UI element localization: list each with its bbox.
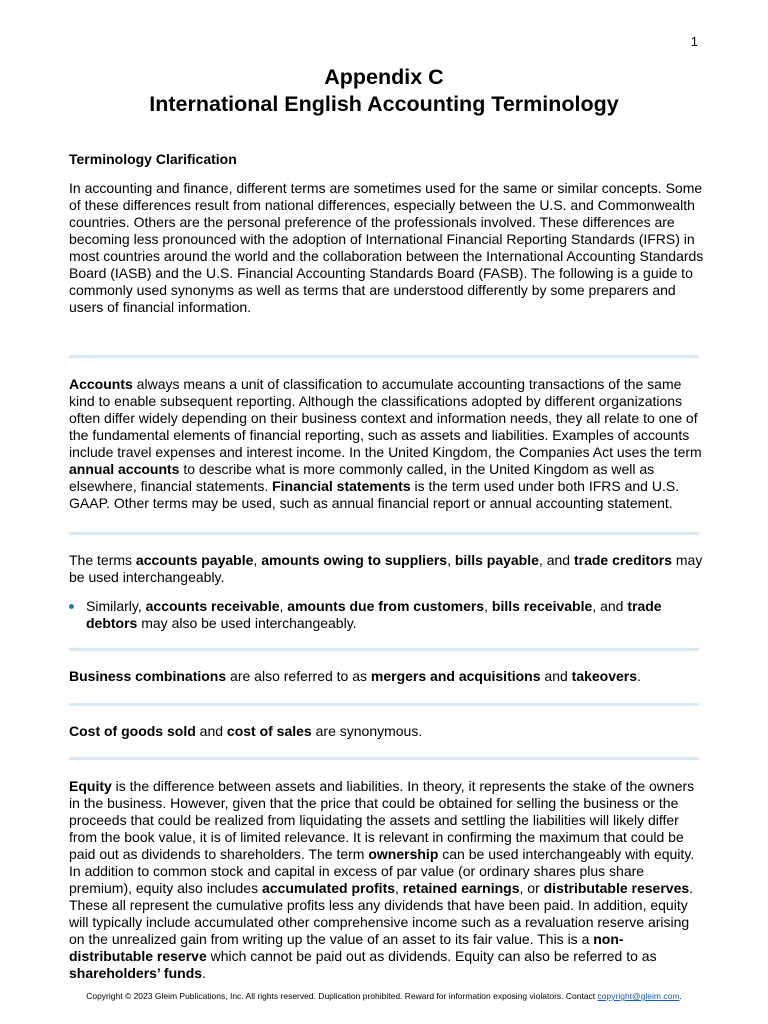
copyright-email-link[interactable]: copyright@gleim.com (597, 991, 680, 1001)
section-divider (69, 355, 699, 358)
accounts-paragraph: Accounts always means a unit of classification to accumulate accounting transactions of the same kind to enable subsequent reporting. Although the classifications adopted by different organizations often differ widely depending on their business context and information needs, they all relate to one of the fundamental elements of financial reporting, such as assets and liabilities. Examples of accounts include travel expenses and interest income. In the United Kingdom, the Companies Act uses the term annual accounts to describe what is more commonly called, in the United Kingdom as well as elsewhere, financial statements. Financial statements is the term used under both IFRS and U.S. GAAP. Other terms may be used, such as annual financial report or annual accounting statement. (69, 376, 702, 511)
section-divider (69, 757, 699, 760)
page-title (0, 64, 768, 118)
title-line-topic: International English Accounting Terminology (149, 92, 619, 116)
section-divider (69, 532, 699, 535)
section-divider (69, 648, 699, 651)
page-number: 1 (690, 34, 698, 49)
receivables-text: Similarly, accounts receivable, amounts due from customers, bills receivable, and trade debtors may also be used interchangeably. (86, 598, 662, 631)
business-combinations-paragraph: Business combinations are also referred to as mergers and acquisitions and takeovers. (69, 668, 641, 684)
term-annual-accounts: annual accounts (69, 461, 180, 477)
bullet-icon (69, 604, 74, 609)
term-financial-statements: Financial statements (272, 478, 411, 494)
section-heading: Terminology Clarification (69, 151, 237, 167)
payables-paragraph: The terms accounts payable, amounts owing to suppliers, bills payable, and trade creditors may be used interchangeably. (69, 552, 703, 585)
section-divider (69, 703, 699, 706)
receivables-bullet (69, 598, 703, 632)
copyright-footer: Copyright © 2023 Gleim Publications, Inc. All rights reserved. Duplication prohibited. Reward for information exposing violators. Contact copyright@gleim.com. (86, 991, 682, 1001)
cogs-paragraph: Cost of goods sold and cost of sales are synonymous. (69, 723, 423, 739)
title-line-appendix: Appendix C (324, 65, 444, 89)
term-accounts: Accounts (69, 376, 133, 392)
intro-paragraph: In accounting and finance, different terms are sometimes used for the same or similar concepts. Some of these differences result from national differences, especially between the U.S. and Commonwealth countries. Others are the personal preference of the professionals involved. These differences are becoming less pronounced with the adoption of International Financial Reporting Standards (IFRS) in most countries around the world and the collaboration between the International Accounting Standards Board (IASB) and the U.S. Financial Accounting Standards Board (FASB). The following is a guide to commonly used synonyms as well as terms that are understood differently by some preparers and users of financial information. (69, 180, 704, 315)
equity-paragraph: Equity is the difference between assets and liabilities. In theory, it represents the stake of the owners in the business. However, given that the price that could be obtained for selling the business or the proceeds that could be realized from liquidating the assets and settling the liabilities will likely differ from the book value, it is of limited relevance. It is relevant in confirming the maximum that could be paid out as dividends to shareholders. The term ownership can be used interchangeably with equity. In addition to common stock and capital in excess of par value (or ordinary shares plus share premium), equity also includes accumulated profits, retained earnings, or distributable reserves. These all represent the cumulative profits less any dividends that have been paid. In addition, equity will typically include accumulated other comprehensive income such as a revaluation reserve arising on the unrealized gain from writing up the value of an asset to its fair value. This is a non-distributable reserve which cannot be paid out as dividends. Equity can also be referred to as shareholders’ funds. (69, 778, 695, 981)
